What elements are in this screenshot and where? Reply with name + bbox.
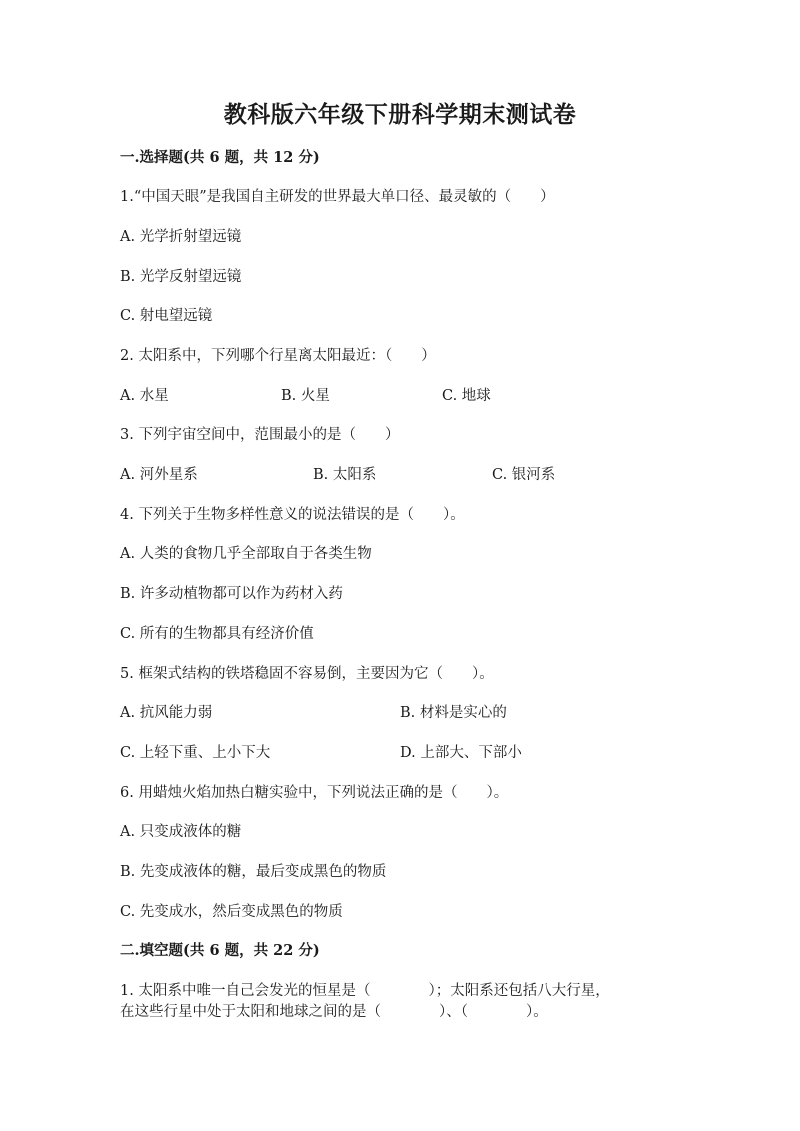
question-2-option-c: C. 地球 (442, 388, 491, 404)
question-6-option-a: A. 只变成液体的糖 (120, 824, 242, 840)
question-3-options (120, 465, 720, 485)
question-2-option-b: B. 火星 (281, 388, 330, 404)
question-6-option-b: B. 先变成液体的糖，最后变成黑色的物质 (120, 864, 387, 880)
question-5-option-c: C. 上轻下重、上小下大 (120, 745, 271, 761)
question-3-stem: 3. 下列宇宙空间中，范围最小的是（ ） (120, 427, 400, 443)
question-6-stem: 6. 用蜡烛火焰加热白糖实验中，下列说法正确的是（ ）。 (120, 785, 509, 801)
question-2-options (120, 386, 720, 406)
question-5-option-a: A. 抗风能力弱 (120, 705, 213, 721)
question-4-option-c: C. 所有的生物都具有经济价值 (120, 626, 314, 642)
section-heading-choice: 一.选择题(共 6 题，共 12 分) (120, 149, 320, 166)
question-4-stem: 4. 下列关于生物多样性意义的说法错误的是（ ）。 (120, 507, 465, 523)
question-4-option-b: B. 许多动植物都可以作为药材入药 (120, 586, 343, 602)
question-5-options-row1 (120, 703, 720, 723)
question-2-option-a: A. 水星 (120, 388, 169, 404)
fill-question-1-line1: 1. 太阳系中唯一自己会发光的恒星是（ ）；太阳系还包括八大行星， (120, 983, 610, 999)
question-5-stem: 5. 框架式结构的铁塔稳固不容易倒，主要因为它（ ）。 (120, 666, 494, 682)
page-title: 教科版六年级下册科学期末测试卷 (223, 101, 577, 128)
question-3-option-b: B. 太阳系 (313, 467, 377, 483)
question-6-option-c: C. 先变成水，然后变成黑色的物质 (120, 904, 343, 920)
question-1-stem: 1.“中国天眼”是我国自主研发的世界最大单口径、最灵敏的（ ） (120, 189, 555, 205)
question-5-options-row2 (120, 743, 720, 763)
question-1-option-b: B. 光学反射望远镜 (120, 269, 242, 285)
question-1-option-a: A. 光学折射望远镜 (120, 229, 242, 245)
question-4-option-a: A. 人类的食物几乎全部取自于各类生物 (120, 546, 372, 562)
question-3-option-a: A. 河外星系 (120, 467, 198, 483)
question-1-option-c: C. 射电望远镜 (120, 308, 213, 324)
question-2-stem: 2. 太阳系中，下列哪个行星离太阳最近：（ ） (120, 348, 436, 364)
fill-question-1-line2: 在这些行星中处于太阳和地球之间的是（ ）、（ ）。 (120, 1004, 548, 1020)
section-heading-fill-blank: 二.填空题(共 6 题，共 22 分) (120, 942, 320, 959)
question-5-option-b: B. 材料是实心的 (400, 705, 507, 721)
question-5-option-d: D. 上部大、下部小 (400, 745, 522, 761)
question-3-option-c: C. 银河系 (492, 467, 556, 483)
